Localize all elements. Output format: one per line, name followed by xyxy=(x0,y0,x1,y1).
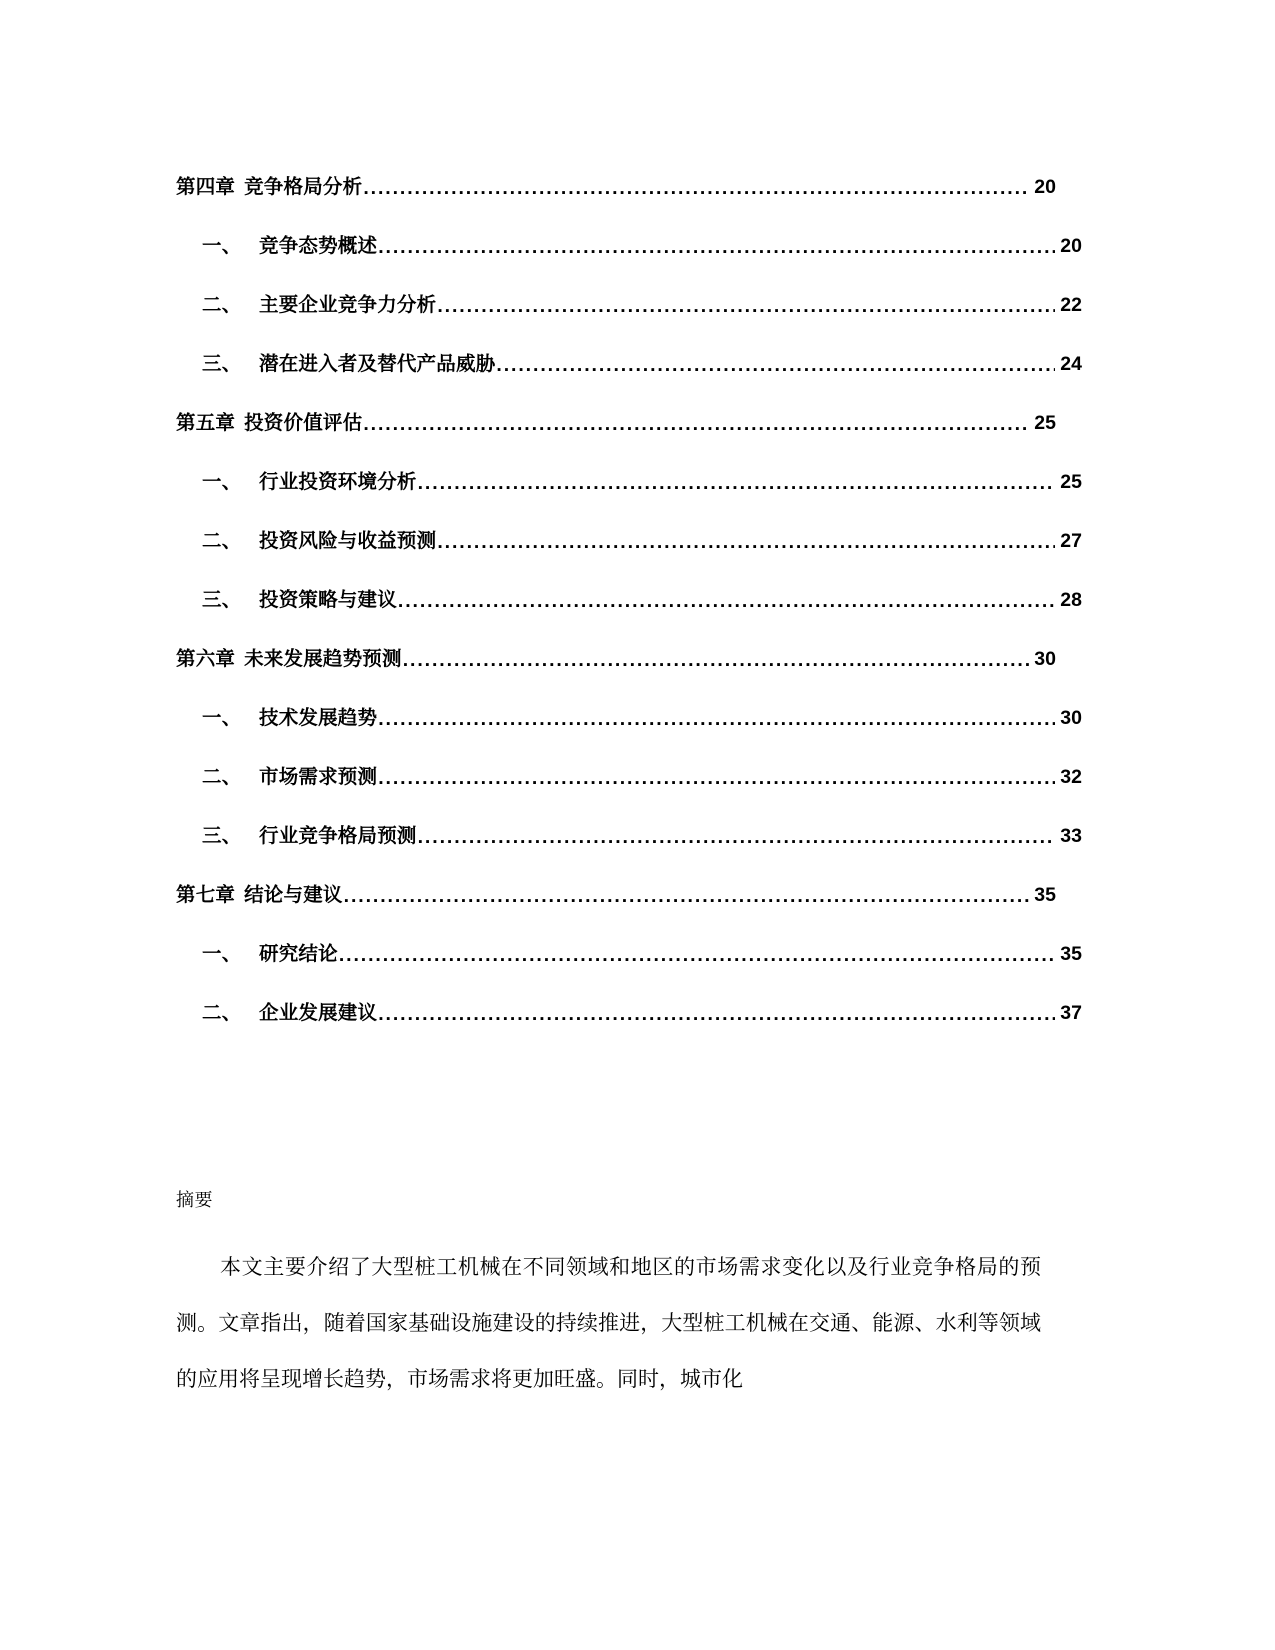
toc-entry-chapter-5[interactable] xyxy=(176,376,1056,435)
toc-entry-title xyxy=(202,293,437,318)
toc-entry-number: 二、 xyxy=(202,529,242,552)
toc-entry-number: 二、 xyxy=(202,1001,242,1024)
toc-entry-6-3[interactable] xyxy=(176,789,1082,848)
toc-entry-number: 一、 xyxy=(202,942,242,965)
toc-entry-chapter-7[interactable] xyxy=(176,848,1056,907)
toc-entry-label: 行业竞争格局预测 xyxy=(259,824,417,847)
toc-entry-4-3[interactable] xyxy=(176,317,1082,376)
toc-entry-label: 研究结论 xyxy=(259,942,338,965)
toc-entry-number: 三、 xyxy=(202,824,242,847)
toc-entry-number: 第六章 xyxy=(176,647,236,670)
toc-page-number: 22 xyxy=(1060,293,1082,316)
toc-entry-5-1[interactable] xyxy=(176,435,1082,494)
toc-page-number: 33 xyxy=(1060,824,1082,847)
toc-entry-label: 潜在进入者及替代产品威胁 xyxy=(259,352,496,375)
toc-page-number: 30 xyxy=(1034,647,1056,670)
toc-leader-dots xyxy=(398,589,1055,609)
abstract-body-text: 本文主要介绍了大型桩工机械在不同领域和地区的市场需求变化以及行业竞争格局的预测。文章指出，随着国家基础设施建设的持续推进，大型桩工机械在交通、能源、水利等领域的应用将呈现增长趋势，市场需求将更加旺盛。同时，城市化 xyxy=(176,1256,1041,1391)
toc-entry-number: 三、 xyxy=(202,352,242,375)
toc-page-number: 25 xyxy=(1060,470,1082,493)
abstract-section xyxy=(176,1188,1041,1408)
toc-entry-number: 一、 xyxy=(202,706,242,729)
toc-entry-number: 一、 xyxy=(202,234,242,257)
toc-leader-dots xyxy=(403,648,1029,668)
toc-leader-dots xyxy=(418,825,1055,845)
toc-entry-chapter-6[interactable] xyxy=(176,612,1056,671)
toc-page-number: 35 xyxy=(1034,883,1056,906)
toc-entry-title xyxy=(202,942,338,967)
toc-entry-title xyxy=(202,588,397,613)
toc-leader-dots xyxy=(437,294,1055,314)
toc-leader-dots xyxy=(363,412,1029,432)
toc-leader-dots xyxy=(437,530,1055,550)
toc-entry-title xyxy=(202,1001,378,1026)
toc-entry-title xyxy=(202,529,437,554)
toc-entry-number: 一、 xyxy=(202,470,242,493)
toc-entry-chapter-4[interactable] xyxy=(176,140,1056,199)
toc-entry-number: 第七章 xyxy=(176,883,236,906)
toc-page-number: 20 xyxy=(1034,175,1056,198)
toc-entry-6-2[interactable] xyxy=(176,730,1082,789)
toc-leader-dots xyxy=(363,176,1029,196)
toc-page-number: 32 xyxy=(1060,765,1082,788)
toc-entry-label: 主要企业竞争力分析 xyxy=(259,293,437,316)
toc-leader-dots xyxy=(378,766,1055,786)
toc-entry-title xyxy=(202,234,378,259)
abstract-heading: 摘要 xyxy=(176,1190,213,1210)
toc-entry-title xyxy=(202,765,378,790)
toc-page-number: 25 xyxy=(1034,411,1056,434)
toc-entry-5-3[interactable] xyxy=(176,553,1082,612)
toc-entry-7-1[interactable] xyxy=(176,907,1082,966)
toc-entry-label: 投资价值评估 xyxy=(244,411,363,434)
toc-page-number: 37 xyxy=(1060,1001,1082,1024)
toc-entry-label: 技术发展趋势 xyxy=(259,706,378,729)
toc-entry-title xyxy=(202,706,378,731)
toc-entry-title xyxy=(202,352,496,377)
toc-entry-7-2[interactable] xyxy=(176,966,1082,1025)
toc-entry-label: 结论与建议 xyxy=(244,883,343,906)
toc-leader-dots xyxy=(496,353,1055,373)
toc-entry-number: 第四章 xyxy=(176,175,236,198)
toc-leader-dots xyxy=(378,1002,1055,1022)
toc-page-number: 24 xyxy=(1060,352,1082,375)
toc-entry-6-1[interactable] xyxy=(176,671,1082,730)
toc-page-number: 28 xyxy=(1060,588,1082,611)
toc-entry-title xyxy=(176,411,363,436)
toc-leader-dots xyxy=(344,884,1029,904)
toc-page-number: 35 xyxy=(1060,942,1082,965)
toc-page-number: 30 xyxy=(1060,706,1082,729)
table-of-contents xyxy=(176,140,1082,1025)
toc-leader-dots xyxy=(378,235,1055,255)
toc-entry-number: 二、 xyxy=(202,293,242,316)
toc-entry-label: 投资策略与建议 xyxy=(259,588,397,611)
toc-leader-dots xyxy=(339,943,1055,963)
toc-entry-label: 市场需求预测 xyxy=(259,765,378,788)
toc-entry-number: 第五章 xyxy=(176,411,236,434)
toc-entry-title xyxy=(202,470,417,495)
toc-entry-title xyxy=(176,647,402,672)
toc-entry-label: 竞争态势概述 xyxy=(259,234,378,257)
toc-entry-title xyxy=(202,824,417,849)
toc-leader-dots xyxy=(418,471,1055,491)
toc-entry-4-1[interactable] xyxy=(176,199,1082,258)
toc-entry-4-2[interactable] xyxy=(176,258,1082,317)
toc-entry-label: 投资风险与收益预测 xyxy=(259,529,437,552)
toc-entry-number: 二、 xyxy=(202,765,242,788)
toc-entry-title xyxy=(176,175,363,200)
toc-page-number: 27 xyxy=(1060,529,1082,552)
toc-entry-label: 竞争格局分析 xyxy=(244,175,363,198)
toc-entry-title xyxy=(176,883,343,908)
toc-entry-5-2[interactable] xyxy=(176,494,1082,553)
toc-entry-number: 三、 xyxy=(202,588,242,611)
toc-leader-dots xyxy=(378,707,1055,727)
toc-entry-label: 行业投资环境分析 xyxy=(259,470,417,493)
toc-entry-label: 未来发展趋势预测 xyxy=(244,647,402,670)
toc-entry-label: 企业发展建议 xyxy=(259,1001,378,1024)
toc-page-number: 20 xyxy=(1060,234,1082,257)
